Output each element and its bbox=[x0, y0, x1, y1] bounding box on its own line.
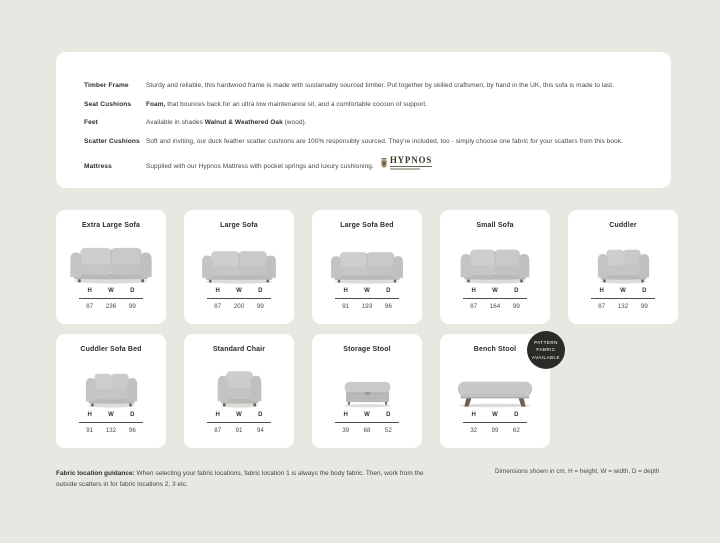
dim-value-h: 39 bbox=[342, 426, 350, 434]
dim-value-w: 99 bbox=[491, 426, 499, 434]
product-card-large-sofa-bed bbox=[312, 210, 422, 324]
product-image-wrap bbox=[216, 356, 263, 408]
divider bbox=[207, 422, 271, 423]
dim-value-h: 87 bbox=[86, 302, 94, 310]
product-title: Storage Stool bbox=[343, 346, 391, 353]
dim-value-w: 236 bbox=[105, 302, 117, 310]
hypnos-logo bbox=[380, 156, 432, 170]
feature-description: Supplied with our Hypnos Mattress with pocket springs and luxury cushioning. bbox=[146, 163, 374, 170]
divider bbox=[207, 298, 271, 299]
dim-header-w: W bbox=[108, 412, 114, 418]
dim-header-h: H bbox=[343, 288, 348, 294]
dim-header-h: H bbox=[215, 288, 220, 294]
dim-value-h: 87 bbox=[214, 302, 222, 310]
storage-stool-icon bbox=[340, 378, 395, 408]
dimensions-table bbox=[591, 288, 655, 310]
dim-header-w: W bbox=[236, 288, 242, 294]
sofa-3seat-icon bbox=[65, 241, 157, 284]
product-image-wrap bbox=[65, 232, 157, 284]
feature-row-seat-cushions bbox=[84, 101, 671, 108]
product-title: Cuddler bbox=[609, 222, 637, 229]
hypnos-wordmark: HYPNOS bbox=[389, 155, 433, 165]
product-grid-row-2 bbox=[56, 334, 561, 448]
dim-header-h: H bbox=[471, 412, 476, 418]
dim-value-d: 99 bbox=[256, 302, 264, 310]
dimensions-table bbox=[335, 288, 399, 310]
product-title: Small Sofa bbox=[476, 222, 514, 229]
dim-value-h: 91 bbox=[342, 302, 350, 310]
dim-value-h: 87 bbox=[214, 426, 222, 434]
sofa-3seat-icon bbox=[197, 245, 281, 284]
feature-row-feet bbox=[84, 119, 671, 126]
dim-header-w: W bbox=[620, 288, 626, 294]
dim-value-w: 193 bbox=[361, 302, 373, 310]
dim-header-d: D bbox=[130, 288, 135, 294]
feature-description: Available in shades Walnut & Weathered Oak (wood). bbox=[146, 119, 307, 126]
feature-row-timber-frame bbox=[84, 82, 671, 89]
product-image-wrap bbox=[457, 232, 533, 284]
dim-value-d: 94 bbox=[256, 426, 264, 434]
feature-description: Soft and inviting, our duck feather scatter cushions are 100% responsibly sourced. They're included, too - simply choose one fabric for your scatters from this book. bbox=[146, 137, 623, 145]
dim-value-h: 32 bbox=[470, 426, 478, 434]
product-card-storage-stool bbox=[312, 334, 422, 448]
divider bbox=[79, 422, 143, 423]
pattern-fabric-badge: PATTERN FABRIC AVAILABLE bbox=[527, 331, 565, 369]
product-card-standard-chair bbox=[184, 334, 294, 448]
sofa-2seat-icon bbox=[457, 243, 533, 284]
dim-value-d: 96 bbox=[128, 426, 136, 434]
cuddler-icon bbox=[595, 244, 652, 284]
dimensions-table bbox=[463, 288, 527, 310]
dim-value-h: 87 bbox=[598, 302, 606, 310]
dim-header-h: H bbox=[471, 288, 476, 294]
dim-header-d: D bbox=[386, 412, 391, 418]
dim-value-d: 99 bbox=[512, 302, 520, 310]
product-card-cuddler-sofa-bed bbox=[56, 334, 166, 448]
dim-header-d: D bbox=[258, 412, 263, 418]
dimensions-table bbox=[207, 412, 271, 434]
feature-label: Feet bbox=[84, 119, 98, 126]
dim-header-h: H bbox=[599, 288, 604, 294]
dim-value-w: 132 bbox=[617, 302, 629, 310]
dimensions-table bbox=[79, 412, 143, 434]
product-image-wrap bbox=[453, 356, 537, 408]
feature-description: Sturdy and reliable, this hardwood frame is made with sustainably sourced timber. Put together by skilled craftsmen, by hand in the UK, this sofa is made to last. bbox=[146, 82, 615, 89]
feature-row-scatter-cushions bbox=[84, 138, 671, 145]
dim-value-w: 164 bbox=[489, 302, 501, 310]
product-image-wrap bbox=[326, 232, 408, 284]
product-title: Large Sofa Bed bbox=[340, 222, 394, 229]
feature-label: Seat Cushions bbox=[84, 100, 132, 108]
dim-header-d: D bbox=[130, 412, 135, 418]
product-card-small-sofa bbox=[440, 210, 550, 324]
product-card-large-sofa bbox=[184, 210, 294, 324]
product-title: Standard Chair bbox=[212, 346, 266, 353]
dim-value-w: 91 bbox=[235, 426, 243, 434]
product-grid-row-1 bbox=[56, 210, 678, 324]
dim-header-d: D bbox=[642, 288, 647, 294]
dim-header-d: D bbox=[258, 288, 263, 294]
dim-header-w: W bbox=[492, 288, 498, 294]
dim-value-d: 96 bbox=[384, 302, 392, 310]
product-image-wrap bbox=[197, 232, 281, 284]
feature-row-mattress bbox=[84, 156, 671, 170]
divider bbox=[591, 298, 655, 299]
bench-stool-icon bbox=[453, 378, 537, 408]
product-card-cuddler bbox=[568, 210, 678, 324]
product-card-bench-stool bbox=[440, 334, 561, 448]
dim-header-d: D bbox=[514, 288, 519, 294]
divider bbox=[335, 298, 399, 299]
hypnos-crest-icon bbox=[380, 158, 388, 168]
chair-icon bbox=[216, 366, 263, 408]
dim-header-w: W bbox=[364, 288, 370, 294]
product-title: Cuddler Sofa Bed bbox=[80, 346, 142, 353]
dim-value-d: 52 bbox=[384, 426, 392, 434]
dim-value-w: 132 bbox=[105, 426, 117, 434]
dim-value-h: 91 bbox=[86, 426, 94, 434]
sofa-3seat-icon bbox=[326, 246, 408, 284]
product-card-extra-large-sofa bbox=[56, 210, 166, 324]
hypnos-tagline-bar bbox=[390, 168, 420, 170]
features-card bbox=[56, 52, 671, 188]
dim-header-h: H bbox=[87, 288, 92, 294]
dim-header-w: W bbox=[364, 412, 370, 418]
dimensions-note: Dimensions shown in cm. H = height, W = width, D = depth bbox=[495, 468, 660, 476]
dimensions-table bbox=[335, 412, 399, 434]
dim-value-w: 200 bbox=[233, 302, 245, 310]
dim-header-h: H bbox=[215, 412, 220, 418]
dim-header-d: D bbox=[386, 288, 391, 294]
divider bbox=[463, 298, 527, 299]
feature-description: Foam, that bounces back for an ultra low maintenance sit, and a comfortable cocoon of support. bbox=[146, 100, 428, 108]
fabric-location-guidance: Fabric location guidance: When selecting your fabric locations, fabric location 1 is always the body fabric. Then, work from the outside scatters in for fabric locations 2, 3 etc. bbox=[56, 469, 424, 488]
dim-header-w: W bbox=[236, 412, 242, 418]
dimensions-table bbox=[207, 288, 271, 310]
dim-value-d: 99 bbox=[128, 302, 136, 310]
product-image-wrap bbox=[83, 356, 140, 408]
dimensions-table bbox=[79, 288, 143, 310]
product-image-wrap bbox=[340, 356, 395, 408]
product-title: Extra Large Sofa bbox=[81, 222, 141, 229]
divider bbox=[335, 422, 399, 423]
product-image-wrap bbox=[595, 232, 652, 284]
divider bbox=[79, 298, 143, 299]
dim-header-h: H bbox=[343, 412, 348, 418]
cuddler-icon bbox=[83, 368, 140, 408]
dim-value-w: 68 bbox=[363, 426, 371, 434]
dim-value-d: 99 bbox=[640, 302, 648, 310]
dim-value-d: 62 bbox=[512, 426, 520, 434]
dimensions-table bbox=[463, 412, 527, 434]
feature-label: Scatter Cushions bbox=[84, 137, 140, 145]
divider bbox=[463, 422, 527, 423]
feature-label: Mattress bbox=[84, 163, 112, 170]
product-title: Bench Stool bbox=[473, 346, 517, 353]
dim-header-w: W bbox=[108, 288, 114, 294]
product-title: Large Sofa bbox=[220, 222, 258, 229]
feature-label: Timber Frame bbox=[84, 82, 129, 89]
dim-header-d: D bbox=[514, 412, 519, 418]
dim-header-w: W bbox=[492, 412, 498, 418]
dim-header-h: H bbox=[87, 412, 92, 418]
dim-value-h: 87 bbox=[470, 302, 478, 310]
